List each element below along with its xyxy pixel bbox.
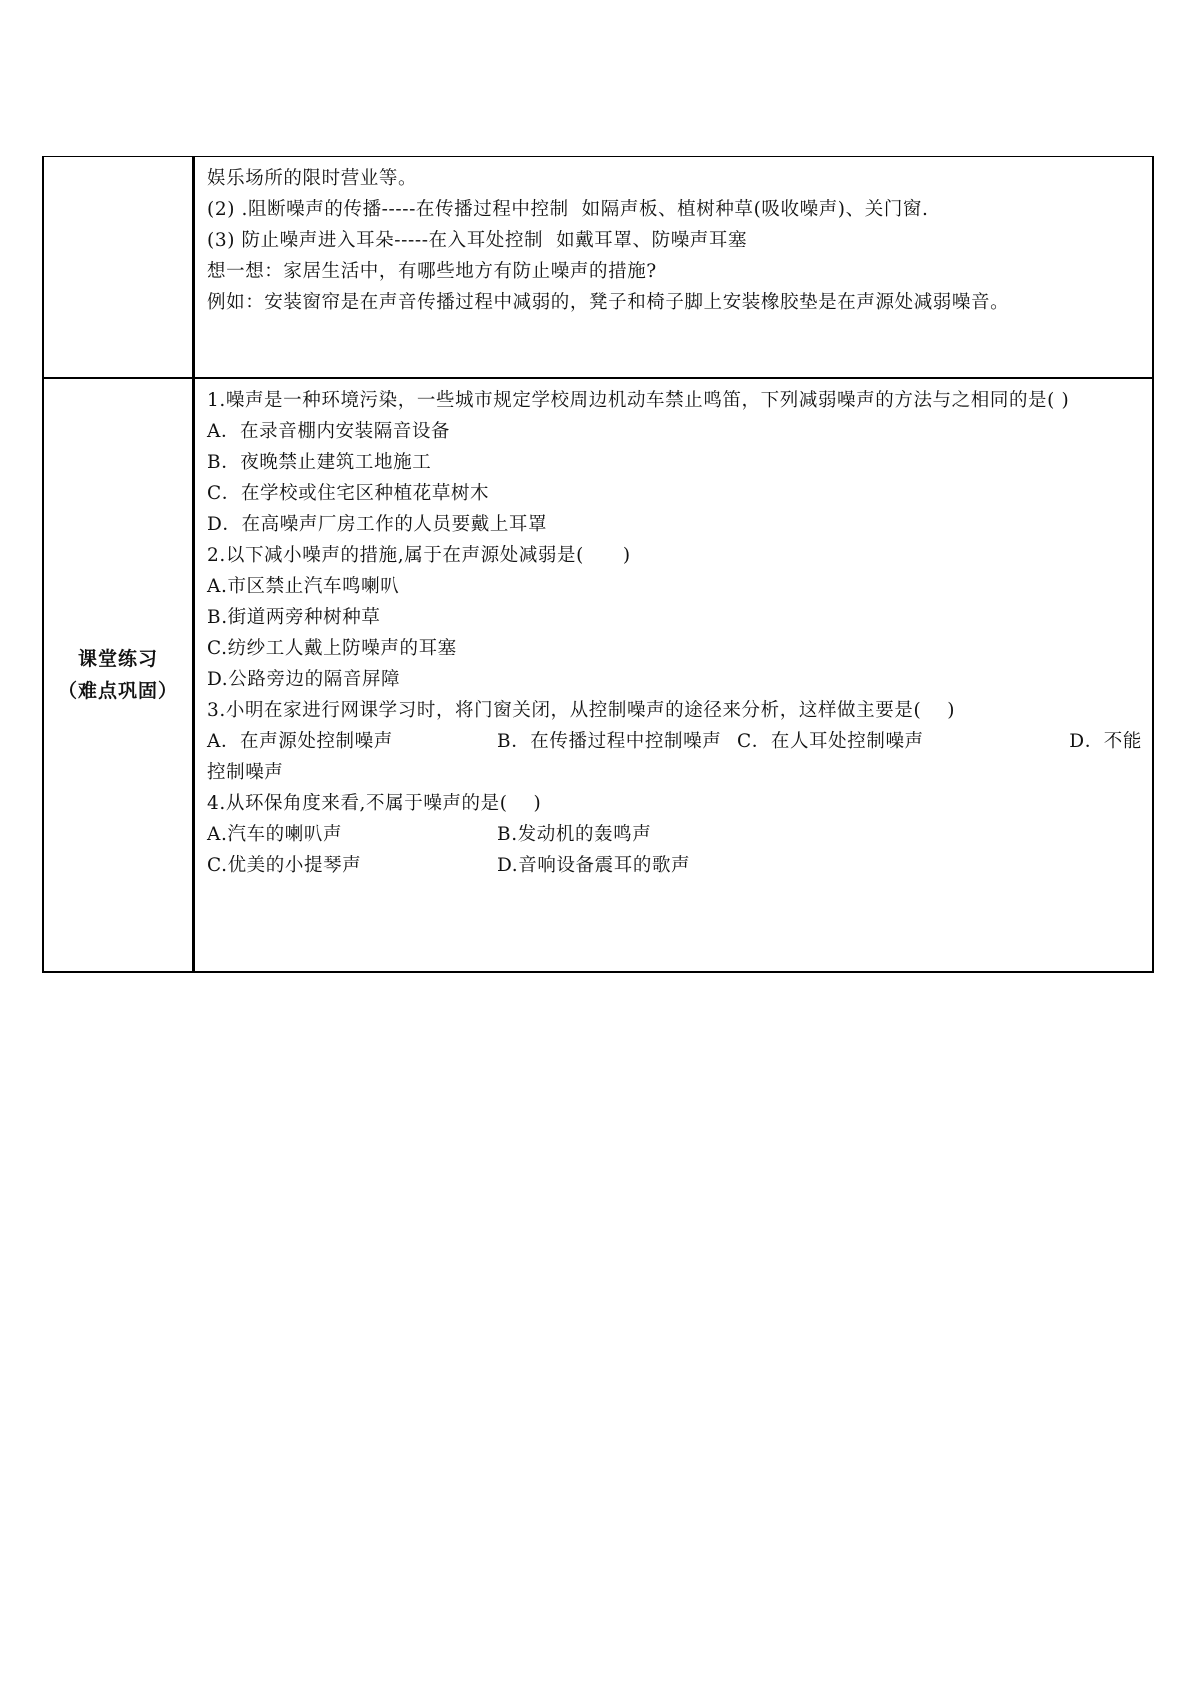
section-label: 课堂练习: [77, 648, 158, 670]
section-content-cell: [194, 157, 1154, 379]
question-3-option-a: A．在声源处控制噪声: [207, 731, 393, 752]
question-4-option-d: D.音响设备震耳的歌声: [497, 855, 691, 876]
table-row: [43, 157, 1153, 379]
question-4-stem: 4.从环保角度来看,不属于噪声的是( ): [207, 793, 542, 814]
question-4-option-b: B.发动机的轰鸣声: [497, 824, 652, 845]
lesson-table: [42, 156, 1154, 973]
question-3-option-c: C．在人耳处控制噪声: [737, 731, 924, 752]
question-3-stem: 3.小明在家进行网课学习时，将门窗关闭，从控制噪声的途径来分析，这样做主要是( ): [207, 700, 956, 721]
question-1-stem: 1.噪声是一种环境污染，一些城市规定学校周边机动车禁止鸣笛，下列减弱噪声的方法与之相同的是( ): [207, 390, 1070, 411]
note-line: 娱乐场所的限时营业等。: [207, 168, 418, 189]
question-1-option-a: A．在录音棚内安装隔音设备: [207, 421, 451, 442]
question-3-options: [207, 726, 1142, 757]
question-2-option-d: D.公路旁边的隔音屏障: [207, 669, 401, 690]
question-1-option-b: B．夜晚禁止建筑工地施工: [207, 452, 432, 473]
note-line: 想一想：家居生活中，有哪些地方有防止噪声的措施?: [207, 261, 657, 282]
note-line: (3) 防止噪声进入耳朵-----在入耳处控制 如戴耳罩、防噪声耳塞: [207, 230, 748, 251]
question-4-option-a: A.汽车的喇叭声: [207, 824, 343, 845]
question-3-option-b: B．在传播过程中控制噪声: [497, 731, 722, 752]
question-2-option-c: C.纺纱工人戴上防噪声的耳塞: [207, 638, 457, 659]
question-1-option-c: C．在学校或住宅区种植花草树木: [207, 483, 490, 504]
exercise-list: [195, 379, 1152, 881]
note-line: 例如：安装窗帘是在声音传播过程中减弱的，凳子和椅子脚上安装橡胶垫是在声源处减弱噪音。: [207, 292, 1010, 313]
question-4-options-row1: [207, 819, 1142, 850]
section-sublabel: （难点巩固）: [57, 680, 178, 702]
question-1-option-d: D．在高噪声厂房工作的人员要戴上耳罩: [207, 514, 548, 535]
section-label-cell: [43, 378, 194, 972]
question-3-option-d: D．不能: [1069, 731, 1142, 752]
question-2-option-b: B.街道两旁种树种草: [207, 607, 381, 628]
table-row: [43, 378, 1153, 972]
section-label-cell: [43, 157, 194, 379]
noise-control-notes: [195, 157, 1152, 318]
question-2-stem: 2.以下减小噪声的措施,属于在声源处减弱是( ): [207, 545, 631, 566]
note-line: (2) .阻断噪声的传播-----在传播过程中控制 如隔声板、植树种草(吸收噪声)、关门窗.: [207, 199, 929, 220]
question-4-options-row2: [207, 850, 1142, 881]
question-4-option-c: C.优美的小提琴声: [207, 855, 362, 876]
question-2-option-a: A.市区禁止汽车鸣喇叭: [207, 576, 400, 597]
exercise-cell: [194, 378, 1154, 972]
question-3-option-d-continued: 控制噪声: [207, 762, 284, 783]
